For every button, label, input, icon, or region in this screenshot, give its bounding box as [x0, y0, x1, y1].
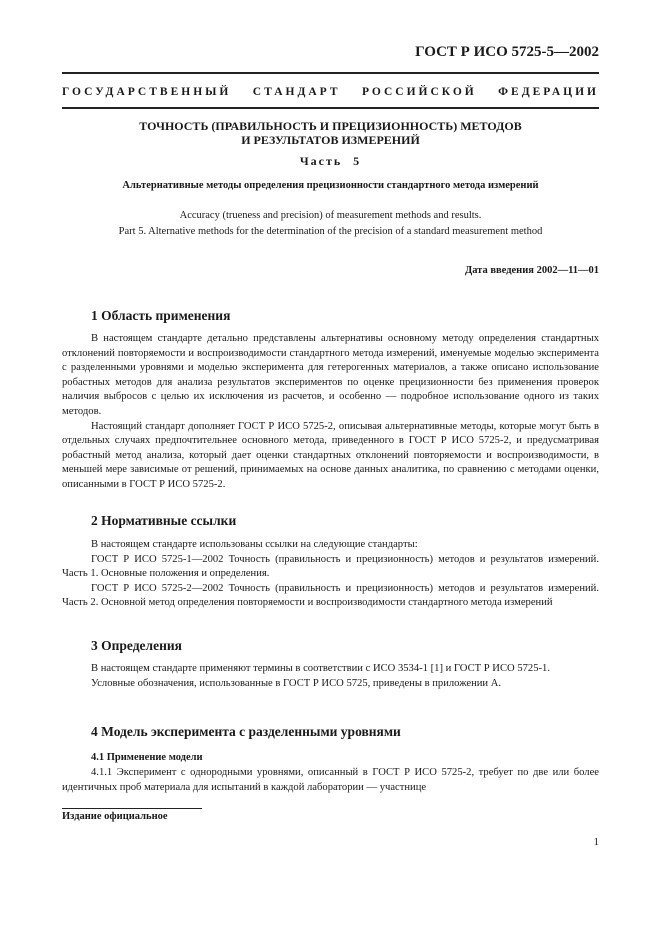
introduction-date: Дата введения 2002—11—01 [464, 265, 599, 276]
section-2-heading: 2 Нормативные ссылки [91, 513, 237, 528]
english-title-line-2: Part 5. Alternative methods for the determination of the precision of a standard measurement method [118, 226, 543, 237]
section-3-heading: 3 Определения [91, 638, 182, 653]
page-number: 1 [593, 836, 599, 848]
part-label: Часть 5 [299, 154, 362, 168]
section-2-paragraph-2: ГОСТ Р ИСО 5725-1—2002 Точность (правильность и прецизионность) методов и результатов измерений. Часть 1. Основные положения и определения. [62, 553, 599, 580]
section-3-paragraph-1: В настоящем стандарте применяют термины в соответствии с ИСО 3534-1 [1] и ГОСТ Р ИСО 5725-1. [91, 663, 550, 674]
title-line-1: ТОЧНОСТЬ (ПРАВИЛЬНОСТЬ И ПРЕЦИЗИОННОСТЬ) МЕТОДОВ [139, 119, 522, 133]
footer-rule [62, 808, 202, 809]
header-rule-top [62, 72, 599, 74]
header-rule-bottom [62, 107, 599, 109]
section-1-paragraph-2: Настоящий стандарт дополняет ГОСТ Р ИСО 5725-2, описывая альтернативные методы, которые могут быть в отдельных случаях предпочтительнее основного метода, приведенного в ГОСТ Р ИСО 5725-2, и предусматривая робастный метод анализа, который дает оценки стандартных отклонений повторяемости и воспроизводимости, в меньшей мере зависимые от решений, принимаемых на основе данных аналитика, по сравнению с методами оценки, описанными в ГОСТ Р ИСО 5725-2. [62, 420, 599, 490]
section-1-heading: 1 Область применения [91, 308, 231, 323]
section-4-heading: 4 Модель эксперимента с разделенными уровнями [91, 724, 401, 739]
section-2-paragraph-3: ГОСТ Р ИСО 5725-2—2002 Точность (правильность и прецизионность) методов и результатов измерений. Часть 2. Основной метод определения повторяемости и воспроизводимости стандартного метода измерений [62, 582, 599, 609]
english-title-line-1: Accuracy (trueness and precision) of measurement methods and results. [179, 210, 482, 221]
standard-code: ГОСТ Р ИСО 5725-5—2002 [415, 44, 599, 60]
section-4-body [62, 766, 599, 795]
section-3-paragraph-2: Условные обозначения, использованные в ГОСТ Р ИСО 5725, приведены в приложении А. [91, 677, 502, 689]
title-line-2: И РЕЗУЛЬТАТОВ ИЗМЕРЕНИЙ [241, 133, 420, 147]
document-title [62, 119, 599, 147]
state-standard-title: ГОСУДАРСТВЕННЫЙ СТАНДАРТ РОССИЙСКОЙ ФЕДЕРАЦИИ [62, 86, 599, 98]
section-2-body [62, 538, 599, 611]
section-2-paragraph-1: В настоящем стандарте использованы ссылки на следующие стандарты: [91, 539, 418, 550]
english-title [62, 208, 599, 240]
part-subtitle: Альтернативные методы определения прецизионности стандартного метода измерений [122, 180, 539, 191]
subsection-4-1-heading: 4.1 Применение модели [91, 752, 203, 763]
section-1-paragraph-1: В настоящем стандарте детально представлены альтернативы основному методу определения стандартных отклонений повторяемости и воспроизводимости стандартного метода измерений, именуемые моделью эксперимента с разделенными уровнями и моделью эксперимента для гетерогенных материалов, а также описано использование робастных методов для анализа результатов экспериментов по оценке прецизионности без применения проверок наличия выбросов с целью их исключения из расчетов, и особенно — подробное использование одного из таких методов. [62, 333, 599, 417]
section-1-body [62, 332, 599, 493]
official-edition-label: Издание официальное [62, 811, 168, 822]
section-3-body [62, 662, 599, 691]
section-4-paragraph-1: 4.1.1 Эксперимент с однородными уровнями, описанный в ГОСТ Р ИСО 5725-2, требует по две или более идентичных проб материала для испытаний в каждой лаборатории — участнице [62, 767, 599, 793]
